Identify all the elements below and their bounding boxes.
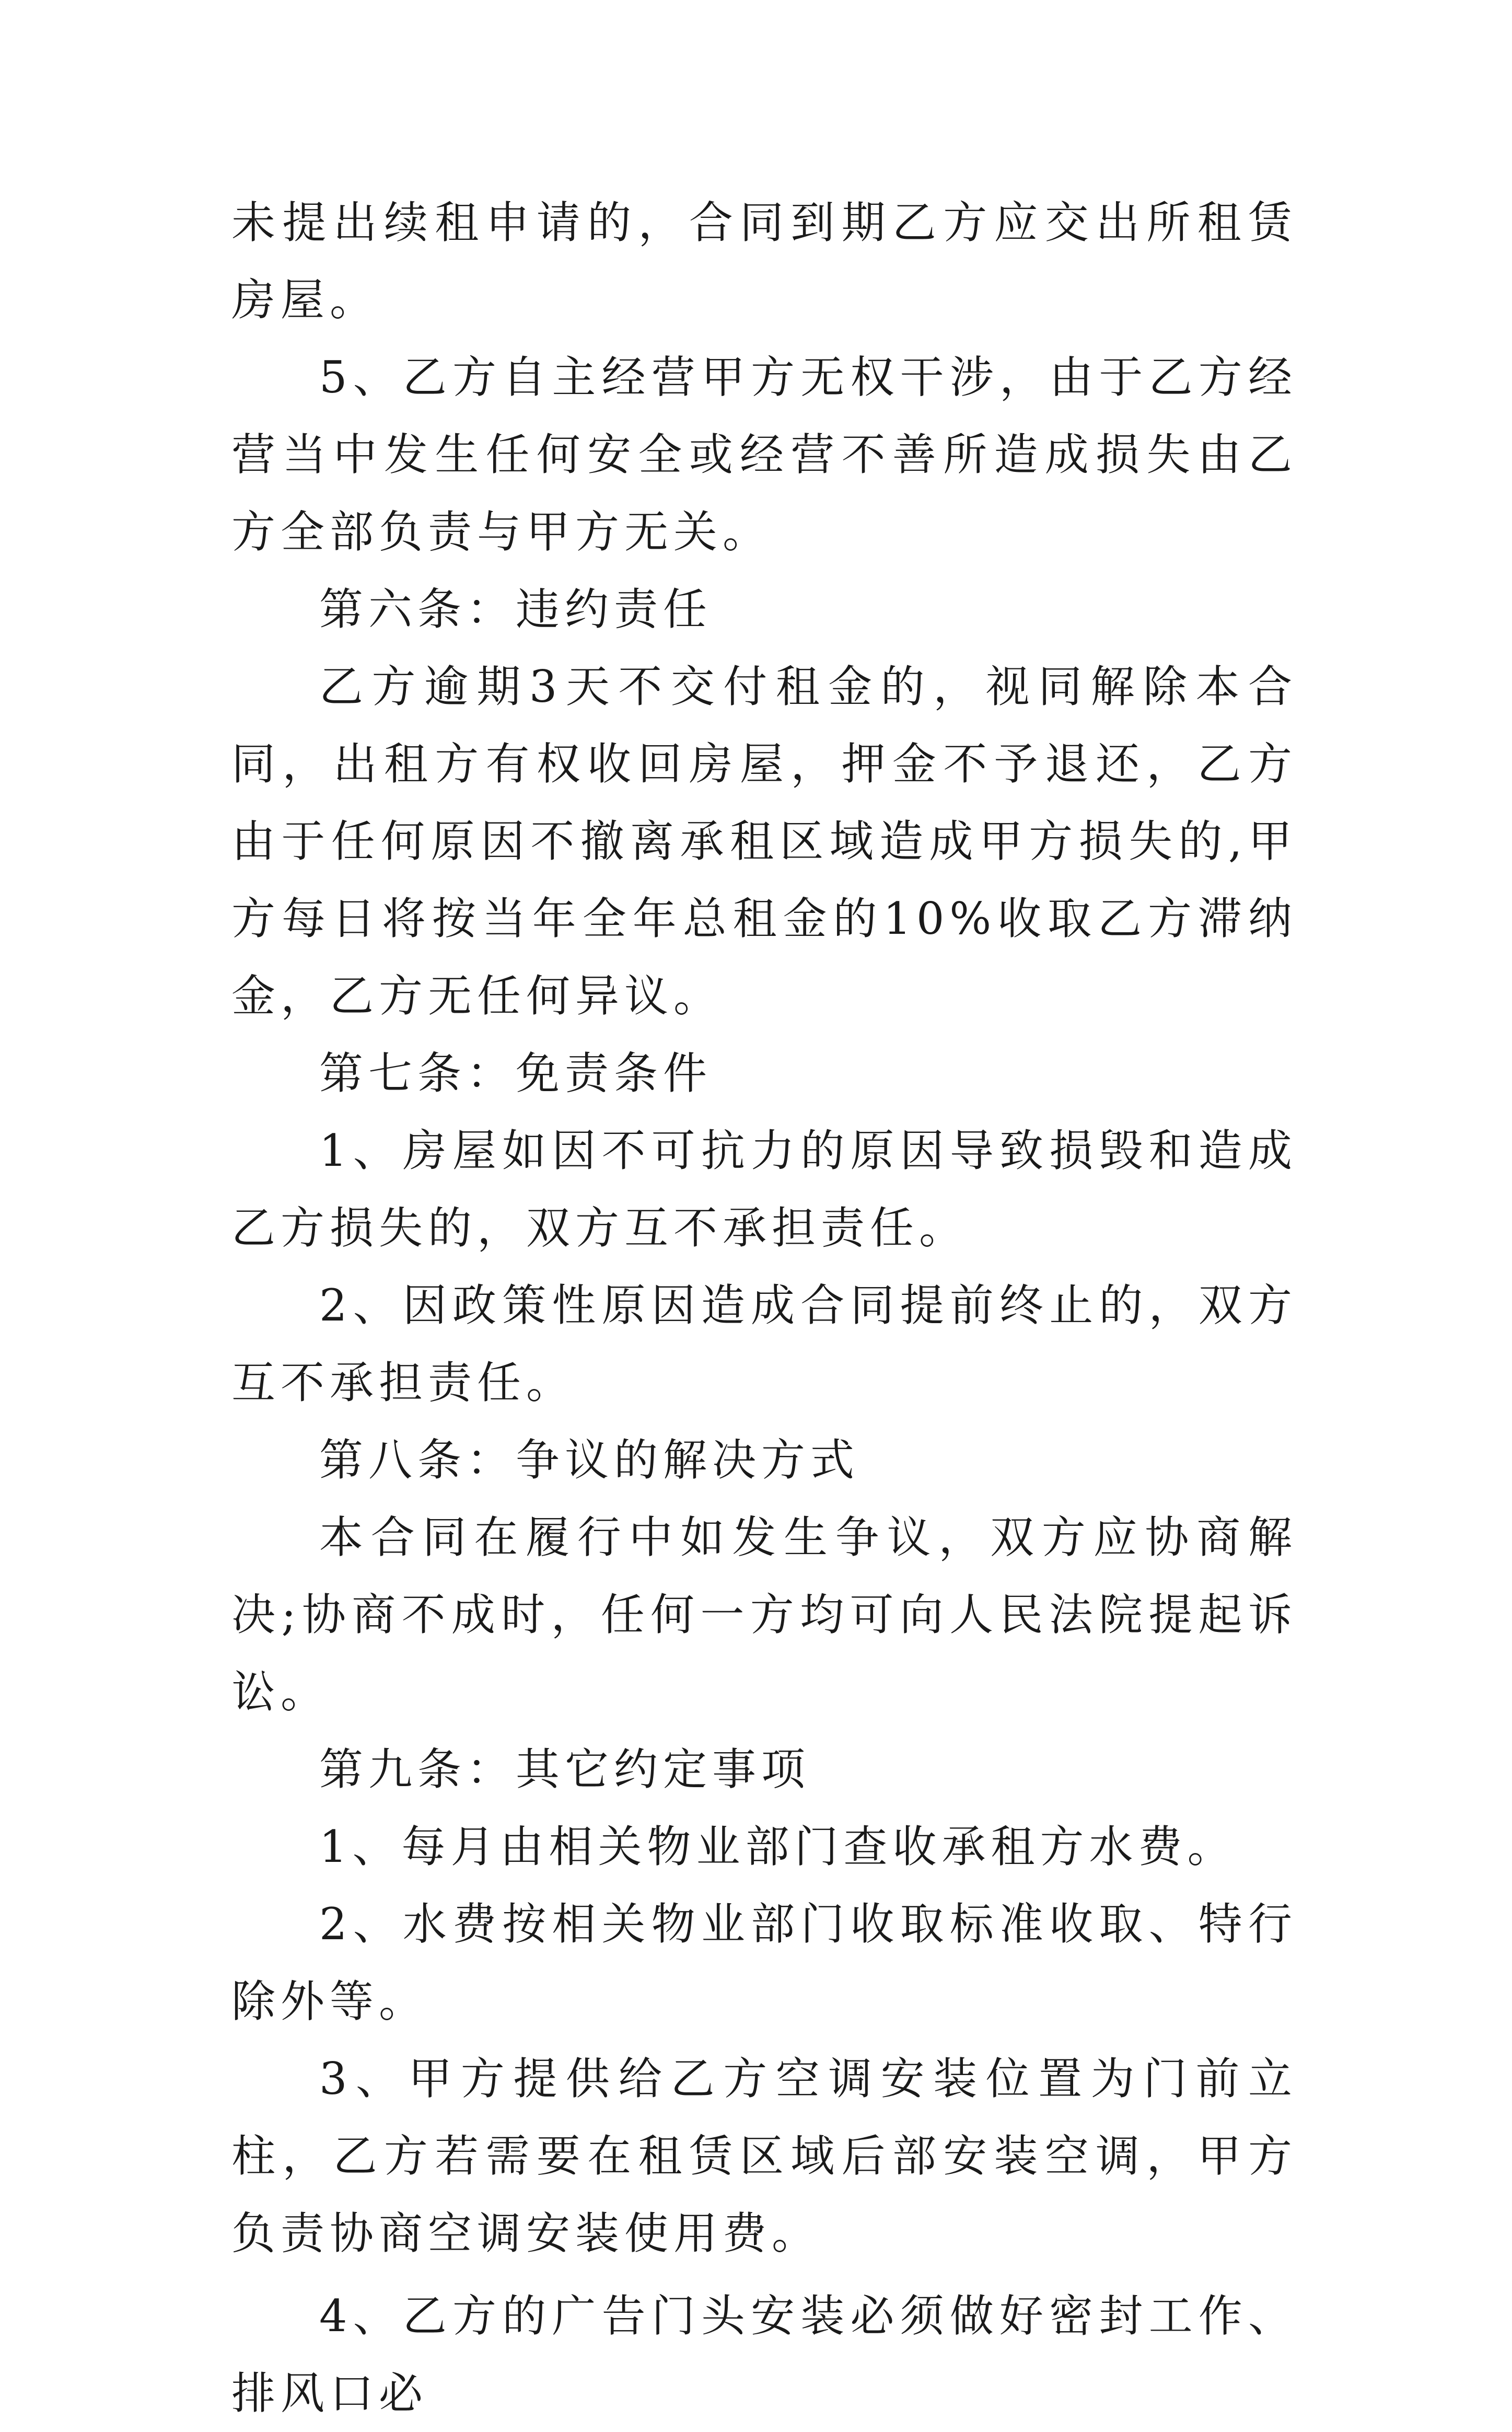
paragraph-clause-5: 5、乙方自主经营甲方无权干涉，由于乙方经营当中发生任何安全或经营不善所造成损失由乙方全部负责与甲方无关。 [231, 352, 1297, 558]
paragraph-breach: 乙方逾期3天不交付租金的，视同解除本合同，出租方有权收回房屋，押金不予退还，乙方由于任何原因不撤离承租区域造成甲方损失的,甲方每日将按当年全年总租金的10%收取乙方滞纳金，乙方无任何异议。 [231, 661, 1297, 1022]
document-body [231, 184, 1297, 2432]
heading-article-6: 第六条：违约责任 [319, 584, 713, 635]
paragraph-exemption-2: 2、因政策性原因造成合同提前终止的，双方互不承担责任。 [231, 1280, 1297, 1408]
heading-article-7: 第七条：免责条件 [319, 1048, 713, 1099]
paragraph-other-3: 3、甲方提供给乙方空调安装位置为门前立柱，乙方若需要在租赁区域后部安装空调，甲方负责协商空调安装使用费。 [231, 2053, 1297, 2259]
paragraph-dispute: 本合同在履行中如发生争议，双方应协商解决;协商不成时，任何一方均可向人民法院提起诉讼。 [231, 1512, 1297, 1718]
paragraph-other-4: 4、乙方的广告门头安装必须做好密封工作、排风口必 [231, 2290, 1297, 2419]
heading-article-9: 第九条：其它约定事项 [319, 1744, 811, 1795]
paragraph-other-1: 1、每月由相关物业部门查收承租方水费。 [319, 1821, 1237, 1872]
paragraph-continuation: 未提出续租申请的，合同到期乙方应交出所租赁房屋。 [231, 197, 1297, 326]
heading-article-8: 第八条：争议的解决方式 [319, 1434, 860, 1486]
paragraph-other-2: 2、水费按相关物业部门收取标准收取、特行除外等。 [231, 1898, 1297, 2027]
paragraph-exemption-1: 1、房屋如因不可抗力的原因导致损毁和造成乙方损失的，双方互不承担责任。 [231, 1125, 1297, 1254]
